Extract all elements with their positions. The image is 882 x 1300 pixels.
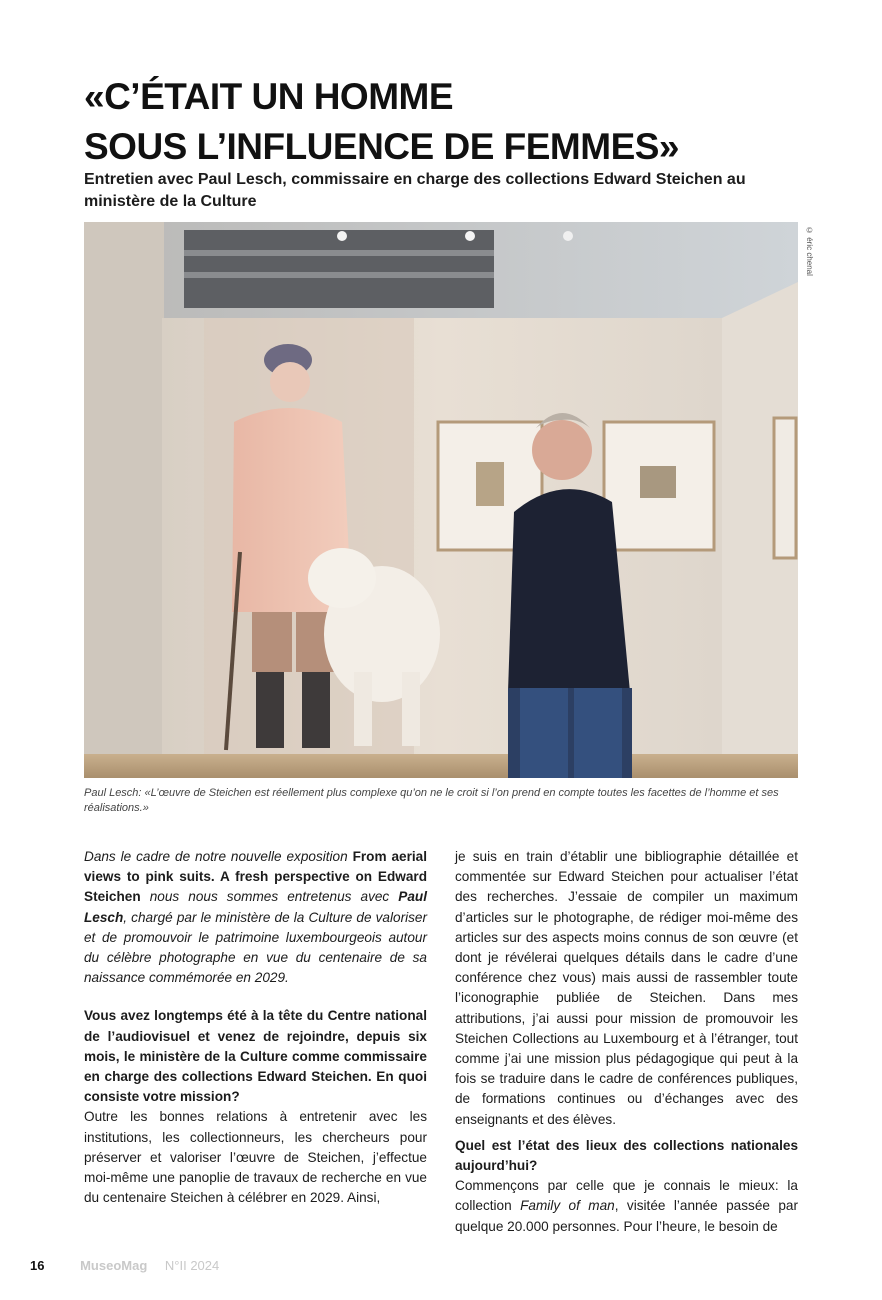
answer-1-left: Outre les bonnes relations à entretenir avec les institutions, les collectionneurs, les chercheurs pour préserver et valoriser l’œuvre de Steichen, j’effectue moi-même une panoplie de travaux de recherche en vue du centenaire Steichen à célébrer en 2029. Ainsi, [84, 1109, 427, 1206]
article-subtitle: Entretien avec Paul Lesch, commissaire en charge des collections Edward Steichen au ministère de la Culture [84, 171, 746, 210]
intro-paragraph [84, 847, 427, 988]
photo-caption: Paul Lesch: «L’œuvre de Steichen est réellement plus complexe qu’on ne le croit si l’on prend en compte toutes les facettes de l’homme et ses réalisations.» [84, 787, 779, 814]
intro-text-1: Dans le cadre de notre nouvelle exposition [84, 849, 353, 864]
question-1: Vous avez longtemps été à la tête du Centre national de l’audiovisuel et venez de rejoindre, depuis six mois, le ministère de la Culture comme commissaire en charge des collections Edward Steichen. En quoi consiste votre mission? [84, 1008, 427, 1105]
answer-2-text-2: , visitée l’année passée par quelque 20.000 personnes. Pour l’heure, le besoin de [455, 1198, 799, 1234]
intro-text-3: , chargé par le ministère de la Culture de valoriser et de promouvoir le patrimoine luxembourgeois autour du célèbre photographe en vue du centenaire de sa naissance commémorée en 2029. [84, 909, 427, 986]
interviewee-name: Paul Lesch [84, 889, 427, 925]
intro-text-2: nous nous sommes entretenus avec [140, 889, 399, 905]
gallery-photo-illustration [84, 222, 798, 778]
photo-credit: © éric chenal [805, 226, 814, 276]
exhibition-title: From aerial views to pink suits. A fresh perspective on Edward Steichen [84, 849, 427, 905]
question-2: Quel est l’état des lieux des collections nationales aujourd’hui? [455, 1137, 798, 1174]
collection-title: Family of man [520, 1198, 615, 1214]
page-footer [30, 1258, 219, 1273]
interview-photo [84, 222, 798, 778]
magazine-name: MuseoMag [80, 1258, 148, 1273]
answer-1-right: je suis en train d’établir une bibliographie détaillée et commentée sur Edward Steichen pour actualiser l’état des recherches. J’essaie de compiler un maximum d’articles sur le photographe, de rédiger moi-même des articles sur des aspects moins connus de son œuvre (et dont je révélerai quelques détails dans le cadre d’une conférence chez vous) mais aussi de rassembler toute l’iconographie publiée de Steichen. Dans mes attributions, j’ai aussi pour mission de promouvoir les Steichen Collections au Luxembourg et à l’étranger, tout comme j’ai une mission plus pédagogique qui peut à la fois se traduire dans le cadre de conférences publiques, de formations continues ou d’échanges avec des enseignants et des élèves. [455, 849, 798, 1127]
column-left [84, 847, 427, 1208]
issue-number: N°II 2024 [164, 1258, 220, 1273]
page-number: 16 [30, 1258, 45, 1273]
article-title [84, 72, 804, 172]
title-line-2: SOUS L’INFLUENCE DE FEMMES» [84, 126, 680, 167]
answer-2-text-1: Commençons par celle que je connais le mieux: la collection [455, 1178, 798, 1214]
title-line-1: «C’ÉTAIT UN HOMME [84, 76, 454, 117]
answer-2 [455, 1176, 798, 1237]
column-right [455, 847, 798, 1237]
